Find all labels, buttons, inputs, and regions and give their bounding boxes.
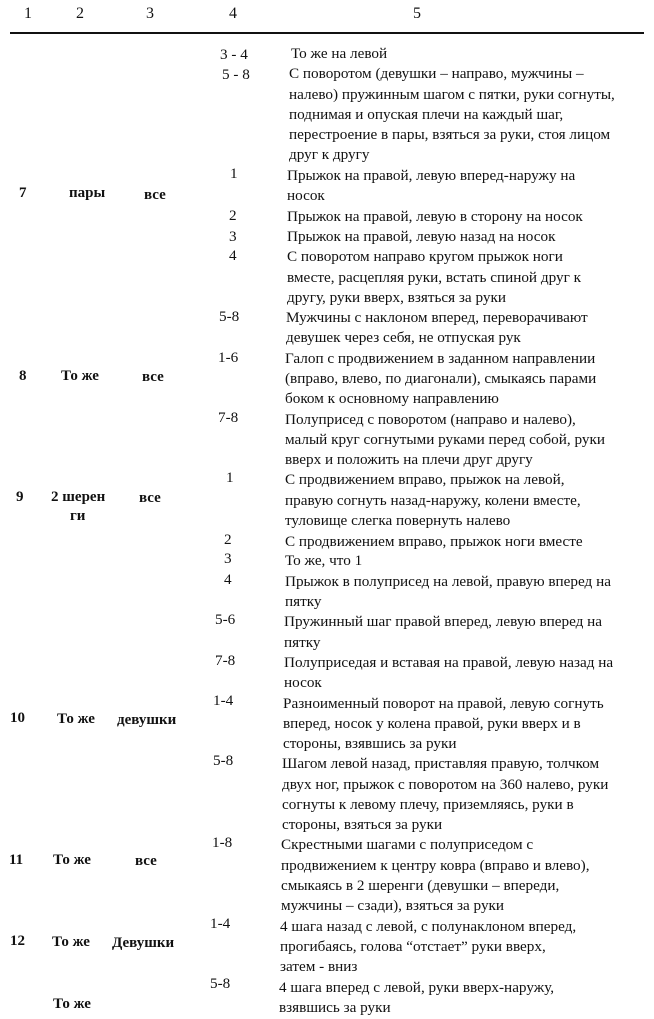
description-line: Разноименный поворот на правой, левую согнуть (283, 695, 604, 712)
description-line: вперед, носок у колена правой, руки вверх и в (283, 715, 581, 732)
count-cell: 3 (224, 550, 232, 567)
header-col-3: 3 (146, 5, 154, 22)
description-line: боком к основному направлению (285, 390, 499, 407)
description-line: затем - вниз (280, 958, 358, 975)
row-group: То же (52, 934, 90, 950)
row-performers: все (139, 490, 161, 506)
description-line: другу, руки вверх, взяться за руки (287, 289, 506, 306)
description-line: взявшись за руки (279, 999, 391, 1016)
description-line: С продвижением вправо, прыжок на левой, (285, 471, 565, 488)
description-line: Пружинный шаг правой вперед, левую вперед на (284, 613, 603, 630)
description-line: (вправо, влево, по диагонали), смыкаясь парами (285, 370, 597, 387)
description-line: Прыжок на правой, левую назад на носок (287, 228, 556, 245)
count-cell: 5-6 (215, 611, 236, 628)
description-line: поднимая и опуская плечи на каждый шаг, (289, 106, 564, 123)
count-cell: 2 (229, 207, 237, 224)
count-cell: 1 (226, 469, 234, 486)
row-number: 8 (19, 368, 27, 384)
description-line: 4 шага назад с левой, с полунаклоном вперед, (280, 918, 577, 935)
description-line: друг к другу (289, 146, 370, 163)
row-performers: Девушки (112, 935, 175, 951)
description-line: мужчины – сзади), взяться за руки (281, 897, 505, 914)
description-line: носок (284, 674, 322, 691)
header-col-2: 2 (76, 5, 84, 22)
count-cell: 4 (229, 247, 237, 264)
count-cell: 7-8 (215, 652, 236, 669)
row-performers: все (144, 187, 166, 203)
row-number: 7 (19, 185, 27, 201)
description-line: смыкаясь в 2 шеренги (девушки – впереди, (281, 877, 560, 894)
count-cell: 1-8 (212, 834, 233, 851)
description-line: Полуприсед с поворотом (направо и налево), (285, 411, 576, 428)
description-line: Галоп с продвижением в заданном направлении (285, 350, 596, 367)
header-rule (10, 32, 644, 34)
header-col-1: 1 (24, 5, 32, 22)
description-line: 4 шага вперед с левой, руки вверх-наружу, (279, 979, 555, 996)
count-cell: 1-6 (218, 349, 239, 366)
description-line: Полуприседая и вставая на правой, левую назад на (284, 654, 614, 671)
row-performers: все (135, 853, 157, 869)
row-group-continued: ги (70, 508, 86, 524)
row-performers: все (142, 369, 164, 385)
row-group: 2 шерен (51, 489, 106, 505)
description-line: То же, что 1 (285, 552, 363, 569)
description-line: Прыжок в полуприсед на левой, правую вперед на (285, 573, 611, 590)
description-line: продвижением к центру ковра (вправо и влево), (281, 857, 590, 874)
count-cell: 4 (224, 571, 232, 588)
count-cell: 1 (230, 165, 238, 182)
description-line: вместе, расцепляя руки, встать спиной друг к (287, 269, 581, 286)
row-performers: девушки (117, 712, 177, 728)
description-line: То же на левой (291, 45, 388, 62)
header-col-4: 4 (229, 5, 237, 22)
count-cell: 2 (224, 531, 232, 548)
row-number: 10 (10, 710, 25, 726)
count-cell: 5 - 8 (222, 66, 250, 83)
description-line: Мужчины с наклоном вперед, переворачивают (286, 309, 588, 326)
description-line: пятку (285, 593, 322, 610)
description-line: туловище слегка повернуть налево (285, 512, 511, 529)
count-cell: 5-8 (210, 975, 231, 992)
description-line: пятку (284, 634, 321, 651)
description-line: девушек через себя, не отпуская рук (286, 329, 521, 346)
description-line: налево) пружинным шагом с пятки, руки согнуты, (289, 86, 615, 103)
description-line: согнуты к левому плечу, приземляясь, руки в (282, 796, 574, 813)
row-number: 11 (9, 852, 24, 868)
row-number: 9 (16, 489, 24, 505)
description-line: Шагом левой назад, приставляя правую, толчком (282, 755, 600, 772)
count-cell: 5-8 (213, 752, 234, 769)
description-line: С продвижением вправо, прыжок ноги вместе (285, 533, 583, 550)
description-line: С поворотом направо кругом прыжок ноги (287, 248, 563, 265)
description-line: Прыжок на правой, левую в сторону на носок (287, 208, 583, 225)
count-cell: 1-4 (213, 692, 234, 709)
description-line: правую согнуть назад-наружу, колени вместе, (285, 492, 581, 509)
count-cell: 5-8 (219, 308, 240, 325)
description-line: малый круг согнутыми руками перед собой, руки (285, 431, 605, 448)
description-line: вверх и положить на плечи друг другу (285, 451, 533, 468)
description-line: стороны, взявшись за руки (283, 735, 457, 752)
row-number: 12 (10, 933, 25, 949)
description-line: Прыжок на правой, левую вперед-наружу на (287, 167, 576, 184)
row-group: То же (53, 852, 91, 868)
description-line: прогибаясь, голова “отстает” руки вверх, (280, 938, 546, 955)
description-line: Скрестными шагами с полуприседом с (281, 836, 534, 853)
row-group: То же (53, 996, 91, 1012)
row-group: То же (57, 711, 95, 727)
description-line: стороны, взяться за руки (282, 816, 443, 833)
row-group: То же (61, 368, 99, 384)
description-line: перестроение в пары, взяться за руки, стоя лицом (289, 126, 611, 143)
header-col-5: 5 (413, 5, 421, 22)
count-cell: 3 - 4 (220, 46, 248, 63)
description-line: С поворотом (девушки – направо, мужчины – (289, 65, 584, 82)
count-cell: 7-8 (218, 409, 239, 426)
count-cell: 1-4 (210, 915, 231, 932)
row-group: пары (69, 185, 106, 201)
description-line: двух ног, прыжок с поворотом на 360 налево, руки (282, 776, 609, 793)
count-cell: 3 (229, 228, 237, 245)
description-line: носок (287, 187, 325, 204)
